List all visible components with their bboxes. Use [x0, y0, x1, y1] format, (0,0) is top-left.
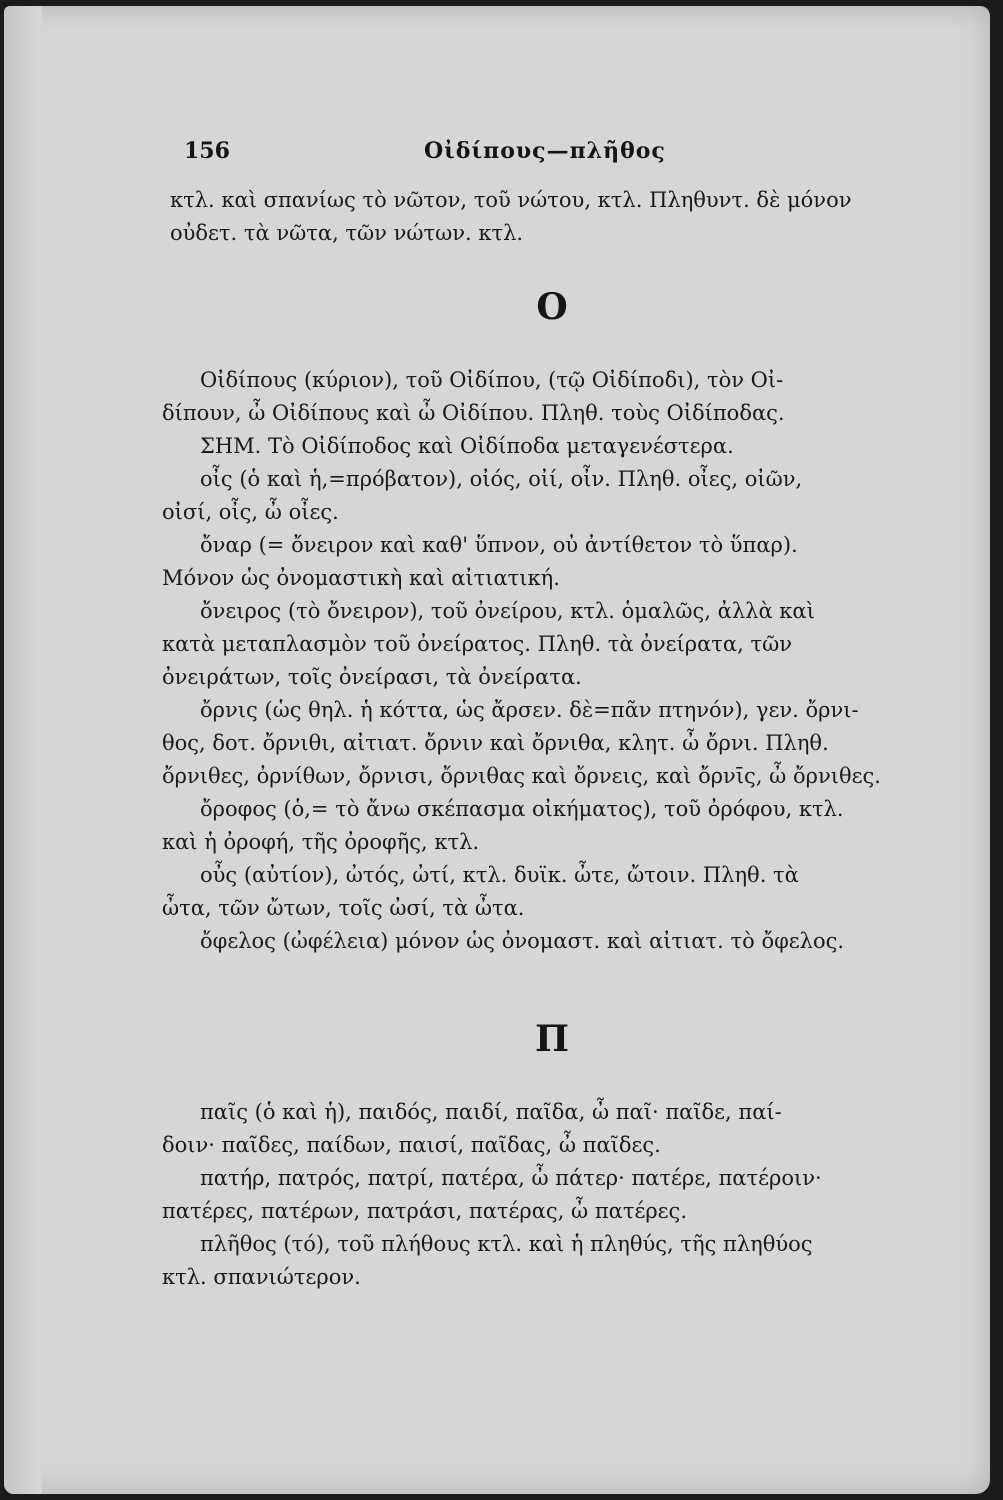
entry-line: θος, δοτ. ὄρνιθι, αἰτιατ. ὄρνιν καὶ ὄρνιθα, κλητ. ὦ ὄρνι. Πληθ. — [162, 731, 829, 755]
page-spine-shadow — [4, 6, 42, 1494]
entry-line: δοιν· παῖδες, παίδων, παισί, παῖδας, ὦ παῖδες. — [162, 1133, 661, 1157]
entry-line: Μόνον ὡς ὀνομαστικὴ καὶ αἰτιατική. — [162, 566, 560, 590]
entry-line: ὄρνις (ὡς θηλ. ἡ κόττα, ὡς ἄρσεν. δὲ=πᾶν πτηνόν), γεν. ὄρνι- — [200, 698, 859, 722]
spacer — [162, 958, 942, 1016]
section-heading-o: Ο — [536, 286, 568, 328]
entry-line: Οἰδίπους (κύριον), τοῦ Οἰδίπου, (τῷ Οἰδίποδι), τὸν Οἰ- — [200, 368, 784, 392]
entry-line: καὶ ἡ ὀροφή, τῆς ὀροφῆς, κτλ. — [162, 830, 480, 854]
entry-line: ὄρνιθες, ὀρνίθων, ὄρνισι, ὄρνιθας καὶ ὄρνεις, καὶ ὄρνῑς, ὦ ὄρνιθες. — [162, 764, 881, 788]
entry-line: κτλ. σπανιώτερον. — [162, 1265, 361, 1289]
entry-line: πατέρες, πατέρων, πατράσι, πατέρας, ὦ πατέρες. — [162, 1199, 687, 1223]
running-title: Οἰδίπους—πλῆθος — [424, 138, 666, 164]
spacer — [162, 1062, 942, 1096]
entry-line: ὄφελος (ὠφέλεια) μόνον ὡς ὀνομαστ. καὶ αἰτιατ. τὸ ὄφελος. — [200, 929, 845, 953]
entry-line: οὖς (αὐτίον), ὠτός, ὠτί, κτλ. δυϊκ. ὦτε, ὤτοιν. Πληθ. τὰ — [200, 863, 799, 887]
entry-line: δίπουν, ὦ Οἰδίπους καὶ ὦ Οἰδίπου. Πληθ. τοὺς Οἰδίποδας. — [162, 401, 785, 425]
book-page — [4, 6, 990, 1494]
entry-line: ὄναρ (= ὄνειρον καὶ καθ' ὕπνον, οὐ ἀντίθετον τὸ ὕπαρ). — [200, 533, 798, 557]
entry-line: ὦτα, τῶν ὤτων, τοῖς ὠσί, τὰ ὦτα. — [162, 896, 525, 920]
page-number: 156 — [184, 138, 230, 164]
entry-line: οἶς (ὁ καὶ ἡ,=πρόβατον), οἰός, οἰί, οἶν. Πληθ. οἶες, οἰῶν, — [200, 467, 803, 491]
text-line: κτλ. καὶ σπανίως τὸ νῶτον, τοῦ νώτου, κτλ. Πληθυντ. δὲ μόνον — [170, 188, 852, 212]
entry-line: παῖς (ὁ καὶ ἡ), παιδός, παιδί, παῖδα, ὦ παῖ· παῖδε, παί- — [200, 1100, 782, 1124]
entry-line: ὄροφος (ὁ,= τὸ ἄνω σκέπασμα οἰκήματος), τοῦ ὀρόφου, κτλ. — [200, 797, 844, 821]
entry-line: πλῆθος (τό), τοῦ πλήθους κτλ. καὶ ἡ πληθύς, τῆς πληθύος — [200, 1232, 813, 1256]
page-header — [154, 134, 854, 174]
page-body — [162, 184, 942, 1294]
entry-line: πατήρ, πατρός, πατρί, πατέρα, ὦ πάτερ· πατέρε, πατέροιν· — [200, 1166, 822, 1190]
entry-line: κατὰ μεταπλασμὸν τοῦ ὀνείρατος. Πληθ. τὰ ὀνείρατα, τῶν — [162, 632, 792, 656]
entry-line: ΣΗΜ. Τὸ Οἰδίποδος καὶ Οἰδίποδα μεταγενέστερα. — [200, 434, 734, 458]
spacer — [162, 330, 942, 364]
entry-line: οἰσί, οἶς, ὦ οἶες. — [162, 500, 339, 524]
entry-line: ὀνειράτων, τοῖς ὀνείρασι, τὰ ὀνείρατα. — [162, 665, 582, 689]
entry-line: ὄνειρος (τὸ ὄνειρον), τοῦ ὀνείρου, κτλ. ὁμαλῶς, ἀλλὰ καὶ — [200, 599, 815, 623]
section-heading-p: Π — [535, 1018, 569, 1060]
text-line: οὐδετ. τὰ νῶτα, τῶν νώτων. κτλ. — [170, 221, 524, 245]
spacer — [162, 250, 942, 284]
